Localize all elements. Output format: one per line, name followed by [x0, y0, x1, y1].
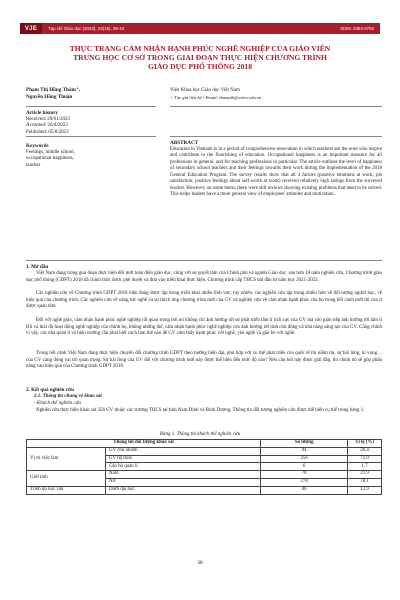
table-cell: 78	[261, 471, 348, 479]
keyword-line: occupational happiness,	[26, 156, 74, 162]
abstract-text: Education in Vietnam is in a period of comprehensive renovation in which teachers are the ones who inspire and contribute to the flourishing of education. Occupational happiness is an important measure for all professions in general, and for teaching professions in particular. The article outlines the level of happiness of secondary school teachers and their feelings towards their work during the implementation of the 2018 General Education Program. The survey results show that all 3 factors (positive emotions at work; job satisfaction; positive feelings about self-worth at work) received relatively high ratings from the surveyed teacher. However, on some items, there were still reviews showing existing problems that need to be solved. This helps leaders have a more general view of employees' attitudes and motivation.	[170, 146, 382, 197]
table-cell: GV bộ môn	[106, 455, 261, 463]
paragraph: Việt Nam đang trong giai đoạn thực hiện đổi mới toàn diện giáo dục, cùng với sự quyết tâm của Chính phủ và ngành Giáo dục, sau hơn 10 năm nghiên cứu, Chương trình giáo dục phổ thông (GDPT) 2018 đã chính thức được phê duyệt và đưa vào triển khai thực hiện. Chương trình cấp THCS bắt đầu từ năm học 2021-2022.	[26, 271, 382, 283]
divider	[170, 106, 382, 107]
affiliation-block	[170, 87, 261, 101]
journal-citation: Tạp chí Giáo dục (2023), 23(15), 38-44	[48, 26, 125, 31]
table-group-label: Trình độ học vấn	[27, 486, 106, 494]
table-row	[27, 471, 382, 479]
abstract-heading: ABSTRACT	[170, 140, 199, 146]
table-cell: 26.4	[348, 447, 382, 455]
title-line: THỰC TRẠNG CẢM NHẬN HẠNH PHÚC NGHỀ NGHIỆP CỦA GIÁO VIÊN	[69, 44, 331, 53]
table-cell: 71.9	[348, 455, 382, 463]
accepted-date: Accepted: 26/4/2023	[26, 123, 68, 129]
table-cell: 46	[261, 486, 348, 494]
table-cell: GV chủ nhiệm	[106, 447, 261, 455]
corresponding-email: + Tác giả liên hệ • Email: thampth@vnies.edu.vn	[170, 95, 262, 100]
section-heading: 1. Mở đầu	[26, 264, 49, 270]
affiliation: Viện Khoa học Giáo dục Việt Nam	[170, 88, 240, 93]
table-row	[27, 486, 382, 494]
table-row	[27, 447, 382, 455]
table-cell: 1.7	[348, 463, 382, 471]
table-cell: 94	[261, 447, 348, 455]
table-cell: 6	[261, 463, 348, 471]
table-cell: 21.9	[348, 471, 382, 479]
divider	[26, 260, 382, 261]
published-date: Published: 05/8/2023	[26, 129, 69, 135]
keyword-line: teacher	[26, 162, 41, 168]
article-title	[20, 44, 380, 72]
divider	[26, 106, 156, 107]
table-group-label: Giới tính	[27, 471, 106, 487]
keywords	[26, 143, 156, 169]
table-caption: Bảng 1. Thông tin khách thể nghiên cứu	[159, 432, 241, 437]
table-header-row	[27, 440, 382, 448]
abstract	[170, 140, 382, 199]
paragraph: Các nghiên cứu về Chương trình GDPT 2018 hiện đang được tập trung triển khai nhiều lĩnh vực, tuy nhiên, các nghiên cứu tập trung nhiều hơn về đối tượng người học, về hiệu quả của chương trình. Các nghiên cứu về năng lực nghề và sự thích ứng chương trình mới của GV và nghiên cứu về cảm nhận hạnh phúc của họ trong bối cảnh mới thì còn ít được quan tâm.	[26, 291, 382, 309]
paragraph: Đối với nghề giáo, cảm nhận hạnh phúc nghề nghiệp rất quan trọng bởi nó không chỉ ảnh hưởng tới sự phát triển tâm lí tích cực của GV mà còn gián tiếp ảnh hưởng tới tâm lí HS và thái độ hoạt động nghề nghiệp của chính họ, không những thế, cảm nhận hạnh phúc nghề nghiệp còn ảnh hưởng tới tinh chủ động và khả năng sáng tạo của GV. Cũng chính vì vậy, các nhà quản lí và hiệu trưởng cần phải biết cách làm thế nào để GV cảm thấy hạnh phúc với nghề, yêu nghề và gắn bó với nghề.	[26, 318, 382, 336]
table-header-cell: Thông tin đối tượng khảo sát	[27, 440, 261, 448]
author-name: Nguyễn Hồng Thuận	[26, 94, 73, 100]
subsubsection-heading: - Khách thể nghiên cứu	[34, 401, 81, 406]
table-group-label: Vị trí việc làm	[27, 447, 106, 470]
paragraph: Trong bối cảnh Việt Nam đang thực hiện chuyển đổi chương trình GDPT theo hướng hiện đại, phù hợp với xu thế phát triển của quốc tế thì niềm tin, sự hài lòng, kì vọng… của GV càng đóng vai trò quan trọng. Sự hài lòng của GV đối với chương trình mới này được thể hiện đến mức độ nào? Nếu câu hỏi này được giải đáp, thì chính nó sẽ góp phần nâng cao hiệu quả của Chương trình GDPT 2018.	[26, 351, 382, 369]
paragraph: Nghiên cứu thực hiện khảo sát 356 GV thuộc các trường THCS tại tỉnh Nam Định và Bình Dương. Thông tin đối tượng nghiên cứu được thể hiện cụ thể trong bảng 1.	[36, 408, 365, 413]
section-heading: 2. Kết quả nghiên cứu	[26, 387, 74, 393]
table-cell: Nam	[106, 471, 261, 479]
table-cell: Dưới đại học	[106, 486, 261, 494]
journal-banner	[20, 23, 380, 34]
divider	[170, 136, 382, 137]
participants-table	[26, 439, 382, 495]
title-line: GIÁO DỤC PHỔ THÔNG 2018	[147, 62, 253, 72]
table-cell: Nữ	[106, 478, 261, 486]
title-line: TRUNG HỌC CƠ SỞ TRONG GIAI ĐOẠN THỰC HIỆN CHƯƠNG TRÌNH	[73, 53, 327, 63]
subsection-heading: 2.1. Thông tin chung về khảo sát	[34, 394, 102, 399]
table-header-cell: Tỉ lệ (%)	[348, 440, 382, 448]
table-cell: Cán bộ quản lí	[106, 463, 261, 471]
table-header-cell: Số lượng	[261, 440, 348, 448]
author-list	[26, 87, 80, 101]
keywords-heading: Keywords	[26, 143, 49, 149]
journal-logo: VJE	[20, 23, 42, 34]
article-history-heading: Article history	[26, 110, 59, 116]
article-history	[26, 110, 156, 136]
author-name: Phạm Thị Hồng Thắm⁺,	[26, 87, 80, 93]
keyword-line: Feelings, middle school,	[26, 149, 75, 155]
table-cell: 256	[261, 455, 348, 463]
journal-issn: ISSN: 2354-0753	[340, 26, 374, 31]
page-number: 38	[197, 560, 203, 566]
received-date: Received: 20/01/2023	[26, 116, 71, 122]
table-cell: 278	[261, 478, 348, 486]
table-cell: 12.9	[348, 486, 382, 494]
table-cell: 78.1	[348, 478, 382, 486]
